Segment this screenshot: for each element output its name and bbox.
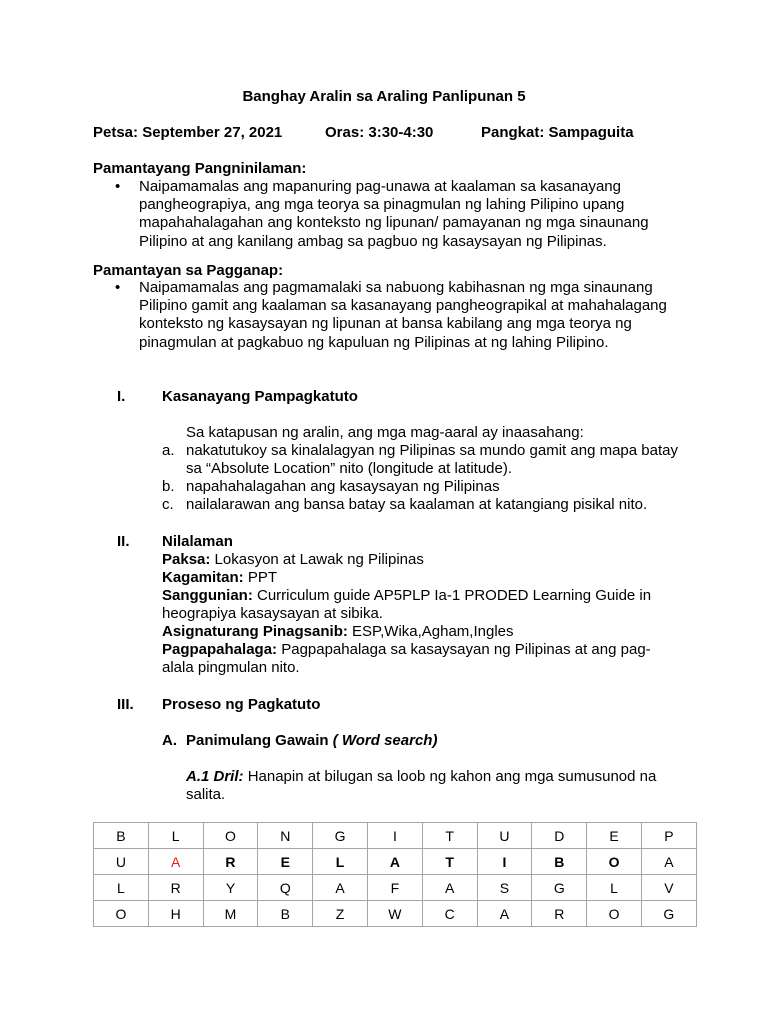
- pamantayang-pangnilalaman-heading: Pamantayang Pangninilaman:: [93, 160, 307, 177]
- asignatura-label: Asignaturang Pinagsanib:: [162, 623, 348, 640]
- pagpapahalaga-value: Pagpapahalaga sa kasaysayan ng Pilipinas at ang pag-alala pingmulan nito.: [162, 641, 651, 677]
- bullet-icon: •: [115, 178, 121, 195]
- grid-row: [94, 901, 697, 927]
- grid-cell: A: [477, 901, 532, 927]
- word-search-grid: [93, 822, 697, 927]
- grid-cell: V: [641, 875, 696, 901]
- section-3-numeral: III.: [117, 696, 134, 713]
- grid-cell: G: [641, 901, 696, 927]
- grid-cell: A: [641, 849, 696, 875]
- objective-item: [162, 496, 682, 514]
- grid-cell: U: [477, 823, 532, 849]
- grid-cell: A: [313, 875, 368, 901]
- grid-cell: L: [148, 823, 203, 849]
- sanggunian-value: Curriculum guide AP5PLP Ia-1 PRODED Learning Guide in heograpiya kasaysayan at sibika.: [162, 587, 652, 623]
- grid-cell: R: [148, 875, 203, 901]
- objective-label: b.: [162, 478, 175, 495]
- pamantayan-sa-pagganap-heading: Pamantayan sa Pagganap:: [93, 262, 284, 279]
- pangkat-label: Pangkat: Sampaguita: [481, 124, 634, 141]
- objective-text: nailalarawan ang bansa batay sa kaalaman at katangiang pisikal nito.: [186, 496, 648, 513]
- grid-cell: D: [532, 823, 587, 849]
- oras-label: Oras: 3:30-4:30: [325, 124, 434, 141]
- objective-item: [162, 442, 682, 478]
- grid-cell: E: [258, 849, 313, 875]
- sanggunian-label: Sanggunian:: [162, 587, 253, 604]
- grid-cell: I: [477, 849, 532, 875]
- paksa-value: Lokasyon at Lawak ng Pilipinas: [214, 551, 424, 568]
- pagpapahalaga-line: [162, 641, 682, 677]
- grid-cell: L: [94, 875, 149, 901]
- kagamitan-line: [162, 569, 682, 587]
- section-1-intro: Sa katapusan ng aralin, ang mga mag-aaral ay inaasahang:: [186, 424, 584, 441]
- grid-cell: Z: [313, 901, 368, 927]
- grid-cell: R: [532, 901, 587, 927]
- grid-cell: E: [587, 823, 642, 849]
- grid-cell: A: [367, 849, 422, 875]
- objective-text: napahahalagahan ang kasaysayan ng Pilipinas: [186, 478, 500, 495]
- grid-cell: S: [477, 875, 532, 901]
- dril-text: Hanapin at bilugan sa loob ng kahon ang mga sumusunod na salita.: [186, 768, 657, 804]
- grid-cell: N: [258, 823, 313, 849]
- section-3-title: Proseso ng Pagkatuto: [162, 696, 321, 713]
- grid-cell: C: [422, 901, 477, 927]
- grid-cell: L: [313, 849, 368, 875]
- bullet-icon: •: [115, 279, 121, 296]
- grid-cell: W: [367, 901, 422, 927]
- grid-cell: P: [641, 823, 696, 849]
- grid-cell: G: [313, 823, 368, 849]
- pamantayang-pangnilalaman-text: Naipamamalas ang mapanuring pag-unawa at kaalaman sa kasanayang pangheograpiya, ang mga teorya sa pinagmulan ng lahing Pilipino upang mapahahalagahan ang konteksto ng lipunan/ pamayanan ng mga sinaunang Pilipino at ang kanilang ambag sa pagbuo ng kasaysayan ng Pilipinas.: [139, 178, 649, 250]
- subsection-a-paren: ( Word search): [332, 732, 438, 749]
- grid-cell: Q: [258, 875, 313, 901]
- objective-label: c.: [162, 496, 174, 513]
- paksa-label: Paksa:: [162, 551, 211, 568]
- grid-cell: B: [532, 849, 587, 875]
- grid-cell: T: [422, 823, 477, 849]
- grid-cell: I: [367, 823, 422, 849]
- grid-row: [94, 823, 697, 849]
- grid-cell: A: [148, 849, 203, 875]
- grid-cell: L: [587, 875, 642, 901]
- objective-label: a.: [162, 442, 175, 459]
- pamantayan-sa-pagganap-text: Naipamamalas ang pagmamalaki sa nabuong kabihasnan ng mga sinaunang Pilipino gamit ang kaalaman sa kasanayang pangheograpikal at mahahalagang konteksto ng kasaysayan ng lipunan at bansa kabilang ang mga teorya ng pinagmulan at pagkabuo ng kapuluan ng Pilipinas at ng lahing Pilipino.: [139, 279, 667, 351]
- section-1-numeral: I.: [117, 388, 126, 405]
- dril-paragraph: [186, 768, 676, 804]
- grid-row: [94, 875, 697, 901]
- grid-cell: O: [587, 901, 642, 927]
- paksa-line: [162, 551, 682, 569]
- grid-row: [94, 849, 697, 875]
- grid-cell: O: [203, 823, 258, 849]
- objective-item: [162, 478, 682, 496]
- grid-cell: O: [94, 901, 149, 927]
- document-title: Banghay Aralin sa Araling Panlipunan 5: [242, 88, 526, 105]
- petsa-label: Petsa: September 27, 2021: [93, 124, 283, 141]
- pagpapahalaga-label: Pagpapahalaga:: [162, 641, 278, 658]
- grid-cell: B: [258, 901, 313, 927]
- grid-cell: T: [422, 849, 477, 875]
- asignatura-line: [162, 623, 682, 641]
- grid-cell: O: [587, 849, 642, 875]
- grid-cell: F: [367, 875, 422, 901]
- grid-cell: R: [203, 849, 258, 875]
- section-2-numeral: II.: [117, 533, 130, 550]
- subsection-a-label: A.: [162, 732, 177, 749]
- grid-cell: Y: [203, 875, 258, 901]
- grid-cell: G: [532, 875, 587, 901]
- grid-cell: B: [94, 823, 149, 849]
- kagamitan-value: PPT: [247, 569, 278, 586]
- dril-label: A.1 Dril:: [186, 768, 244, 785]
- grid-cell: M: [203, 901, 258, 927]
- section-2-title: Nilalaman: [162, 533, 233, 550]
- section-1-title: Kasanayang Pampagkatuto: [162, 388, 358, 405]
- subsection-a-title: [186, 732, 437, 750]
- grid-cell: A: [422, 875, 477, 901]
- grid-cell: U: [94, 849, 149, 875]
- asignatura-value: ESP,Wika,Agham,Ingles: [352, 623, 514, 640]
- sanggunian-line: [162, 587, 682, 623]
- subsection-a-title-text: Panimulang Gawain: [186, 732, 329, 749]
- grid-cell: H: [148, 901, 203, 927]
- kagamitan-label: Kagamitan:: [162, 569, 244, 586]
- objective-text: nakatutukoy sa kinalalagyan ng Pilipinas sa mundo gamit ang mapa batay sa “Absolute Location” nito (longitude at latitude).: [186, 442, 678, 478]
